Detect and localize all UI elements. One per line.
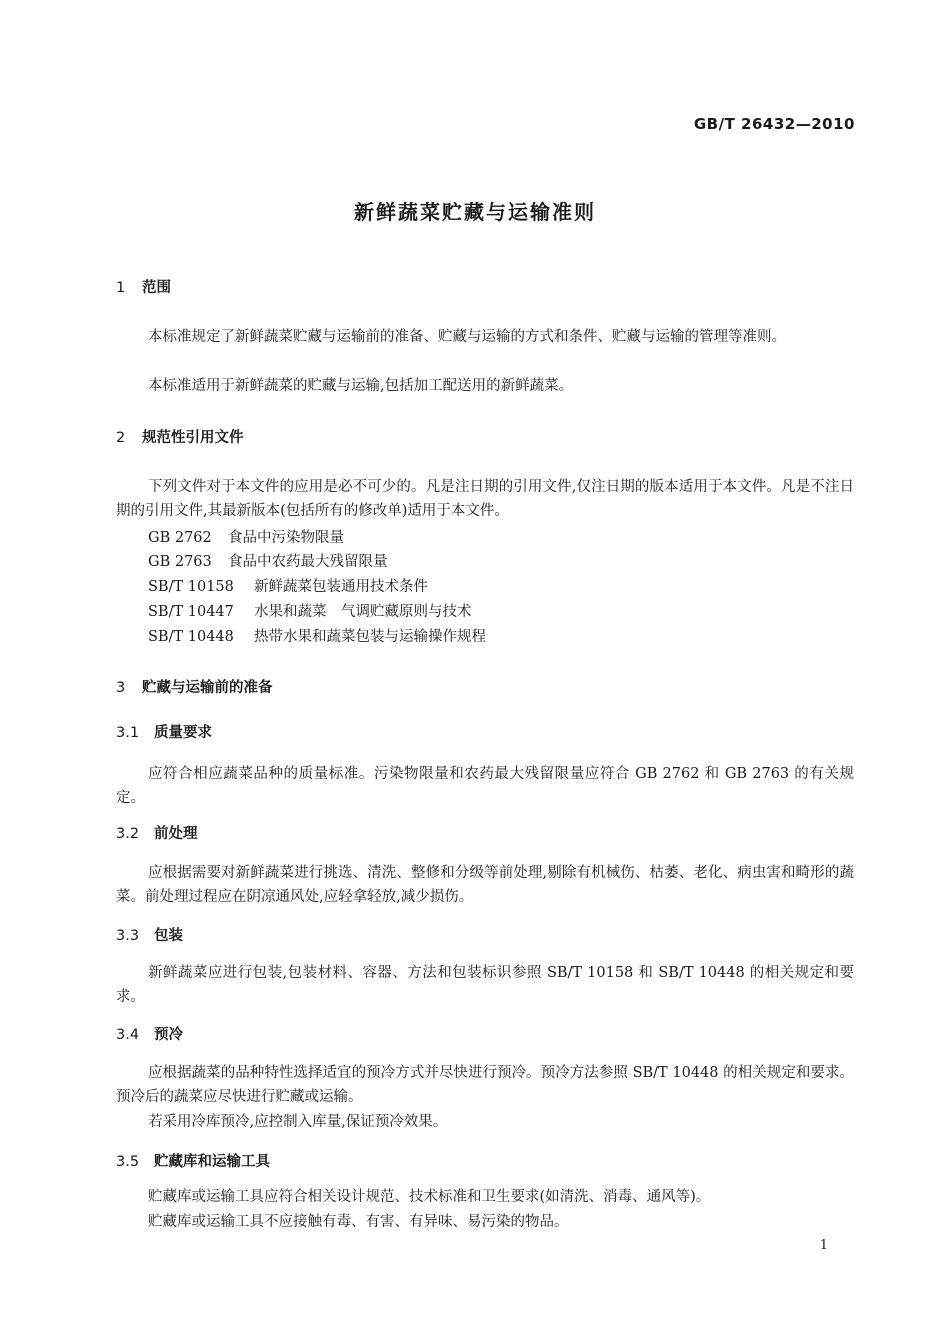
page-number: 1	[819, 1238, 828, 1253]
paragraph: 贮藏库或运输工具应符合相关设计规范、技术标准和卫生要求(如清洗、消毒、通风等)。	[148, 1189, 711, 1205]
paragraph: 应根据需要对新鲜蔬菜进行挑选、清洗、整修和分级等前处理,剔除有机械伤、枯萎、老化、病虫害和畸形的蔬菜。前处理过程应在阴凉通风处,应轻拿轻放,减少损伤。	[116, 865, 854, 905]
standard-code: GB/T 26432—2010	[693, 115, 855, 133]
paragraph: 应符合相应蔬菜品种的质量标准。污染物限量和农药最大残留限量应符合 GB 2762 和 GB 2763 的有关规定。	[116, 766, 854, 806]
paragraph: 若采用冷库预冷,应控制入库量,保证预冷效果。	[148, 1114, 448, 1130]
section-number: 3.2	[116, 826, 140, 842]
section-3-heading	[116, 676, 273, 697]
reference-name: 新鲜蔬菜包装通用技术条件	[254, 579, 428, 595]
section-number: 2	[116, 430, 126, 446]
section-number: 3.5	[116, 1154, 140, 1170]
section-title: 贮藏与运输前的准备	[142, 680, 273, 696]
section-title: 贮藏库和运输工具	[154, 1154, 270, 1170]
paragraph: 本标准规定了新鲜蔬菜贮藏与运输前的准备、贮藏与运输的方式和条件、贮藏与运输的管理等准则。	[148, 329, 786, 345]
reference-code: SB/T 10448	[148, 629, 234, 645]
section-title: 预冷	[154, 1027, 183, 1043]
reference-item	[148, 625, 486, 646]
document-title: 新鲜蔬菜贮藏与运输准则	[354, 200, 596, 224]
reference-item	[148, 575, 428, 596]
section-title: 质量要求	[154, 725, 212, 741]
section-title: 包装	[154, 928, 183, 944]
section-number: 3	[116, 680, 126, 696]
reference-code: GB 2763	[148, 554, 212, 570]
section-number: 3.3	[116, 928, 140, 944]
section-title: 规范性引用文件	[142, 430, 244, 446]
section-title: 范围	[142, 280, 171, 296]
section-number: 3.4	[116, 1027, 140, 1043]
section-2-heading	[116, 426, 244, 447]
reference-name: 食品中农药最大残留限量	[228, 554, 388, 570]
paragraph: 下列文件对于本文件的应用是必不可少的。凡是注日期的引用文件,仅注日期的版本适用于本文件。凡是不注日期的引用文件,其最新版本(包括所有的修改单)适用于本文件。	[116, 479, 854, 519]
section-3-3-heading	[116, 924, 183, 945]
reference-name: 热带水果和蔬菜包装与运输操作规程	[254, 629, 486, 645]
section-3-1-heading	[116, 721, 212, 742]
section-3-4-heading	[116, 1023, 183, 1044]
paragraph: 新鲜蔬菜应进行包装,包装材料、容器、方法和包装标识参照 SB/T 10158 和 SB/T 10448 的相关规定和要求。	[116, 965, 854, 1005]
section-title: 前处理	[154, 826, 198, 842]
reference-code: SB/T 10447	[148, 604, 234, 620]
section-number: 1	[116, 280, 126, 296]
section-1-heading	[116, 276, 171, 297]
section-number: 3.1	[116, 725, 140, 741]
reference-name: 水果和蔬菜 气调贮藏原则与技术	[254, 604, 472, 620]
paragraph: 本标准适用于新鲜蔬菜的贮藏与运输,包括加工配送用的新鲜蔬菜。	[148, 378, 574, 394]
section-3-5-heading	[116, 1150, 270, 1171]
reference-item	[148, 550, 388, 571]
reference-item	[148, 600, 472, 621]
paragraph: 贮藏库或运输工具不应接触有毒、有害、有异味、易污染的物品。	[148, 1214, 569, 1230]
paragraph: 应根据蔬菜的品种特性选择适宜的预冷方式并尽快进行预冷。预冷方法参照 SB/T 10448 的相关规定和要求。预冷后的蔬菜应尽快进行贮藏或运输。	[116, 1065, 854, 1105]
reference-name: 食品中污染物限量	[228, 530, 344, 546]
section-3-2-heading	[116, 822, 198, 843]
reference-item	[148, 526, 344, 547]
reference-code: GB 2762	[148, 530, 212, 546]
reference-code: SB/T 10158	[148, 579, 234, 595]
